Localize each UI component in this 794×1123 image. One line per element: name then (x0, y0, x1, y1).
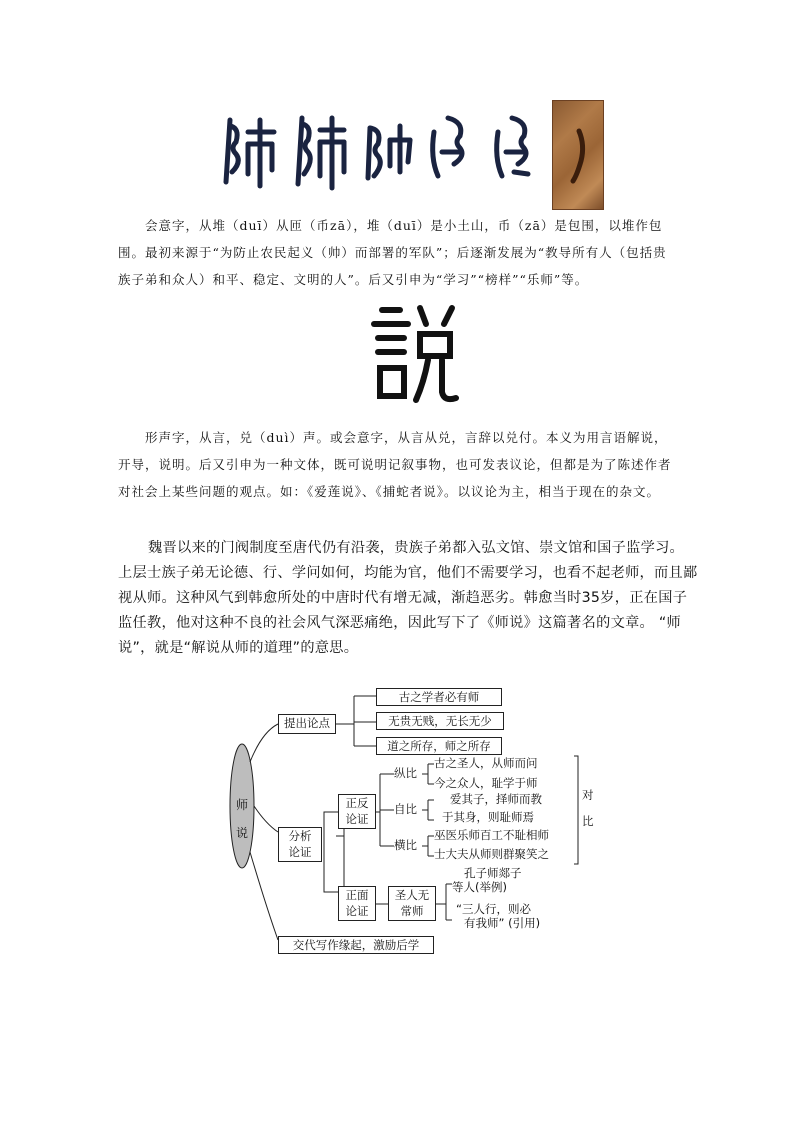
argument-item-3: 道之所存，师之所存 (376, 737, 502, 755)
vertical-comparison-item-2: 今之众人，耻学于师 (434, 776, 538, 790)
horizontal-comparison-item-2: 士大夫从师则群聚笑之 (434, 847, 549, 861)
shishuo-structure-mindmap (220, 684, 620, 964)
contrast-label-1: 对 (582, 788, 594, 802)
oracle-shi-glyph-1 (222, 112, 278, 192)
self-comparison-item-2: 于其身，则耻师焉 (442, 810, 534, 824)
root-node-shi: 师 (236, 798, 249, 812)
shi-etymology-text: 会意字，从堆（duī）从匝（币zā），堆（duī）是小土山，币（zā）是包围，以堆作包围。最初来源于“为防止农民起义（帅）而部署的军队”；后逐渐发展为“教导所有人（包括贵族子弟和众人）和平、稳定、文明的人”。后又引申为“学习”“榜样”“乐师”等。 (118, 218, 667, 287)
seal-shi-glyph-5 (484, 112, 540, 192)
background-text: 魏晋以来的门阀制度至唐代仍有沿袭，贵族子弟都入弘文馆、崇文馆和国子监学习。上层士族子弟无论德、行、学问如何，均能为官，他们不需要学习，也看不起老师，而且鄙视从师。这种风气到韩愈所处的中唐时代有增无减，渐趋恶劣。韩愈当时35岁，正在国子监任教，他对这种不良的社会风气深恶痛绝，因此写下了《师说》这篇著名的文章。 “师说”，就是“解说从师的道理”的意思。 (118, 540, 698, 656)
background-paragraph (118, 536, 698, 661)
shuo-etymology-paragraph (118, 424, 678, 505)
seal-shuo-glyph (368, 300, 460, 408)
ancient-shi-glyph-row (222, 100, 602, 210)
horizontal-comparison-item-1: 巫医乐师百工不耻相师 (434, 828, 549, 842)
branch-analysis: 分析 论证 (278, 827, 322, 862)
argument-item-1: 古之学者必有师 (376, 688, 502, 706)
direct-argument-item-4: 有我师” (引用) (464, 916, 541, 930)
rubbing-inscription-mark (553, 101, 603, 209)
branch-writing-purpose: 交代写作缘起，激励后学 (278, 936, 434, 954)
shuo-etymology-text: 形声字，从言，兑（duì）声。或会意字，从言从兑，言辞以兑付。本义为用言语解说，开导，说明。后又引申为一种文体，既可说明记叙事物，也可发表议论，但都是为了陈述作者对社会上某些问题的观点。如：《爱莲说》、《捕蛇者说》。以议论为主，相当于现在的杂文。 (118, 430, 672, 499)
vertical-comparison-item-1: 古之圣人，从师而问 (434, 756, 538, 770)
branch-present-argument: 提出论点 (278, 714, 336, 734)
vertical-comparison-label: 纵比 (394, 766, 417, 780)
self-comparison-label: 自比 (394, 802, 417, 816)
shi-etymology-paragraph (118, 212, 678, 293)
self-comparison-item-1: 爱其子，择师而教 (450, 792, 542, 806)
horizontal-comparison-label: 横比 (394, 838, 417, 852)
bronze-shi-glyph-3 (360, 112, 416, 192)
direct-argument-item-3: “三人行，则必 (456, 902, 531, 916)
direct-argument-item-1: 孔子师郯子 (464, 866, 522, 880)
argument-item-2: 无贵无贱，无长无少 (376, 712, 504, 730)
contrast-label-2: 比 (582, 814, 594, 828)
positive-negative-argument: 正反 论证 (338, 794, 376, 829)
direct-argument-item-2: 等人(举例) (452, 880, 507, 894)
seal-shi-glyph-4 (420, 112, 476, 192)
root-node-shuo: 说 (236, 826, 249, 840)
sage-no-fixed-teacher: 圣人无 常师 (388, 886, 436, 921)
direct-argument: 正面 论证 (338, 886, 376, 921)
oracle-shi-glyph-2 (292, 112, 348, 192)
bronze-rubbing-image (552, 100, 604, 210)
